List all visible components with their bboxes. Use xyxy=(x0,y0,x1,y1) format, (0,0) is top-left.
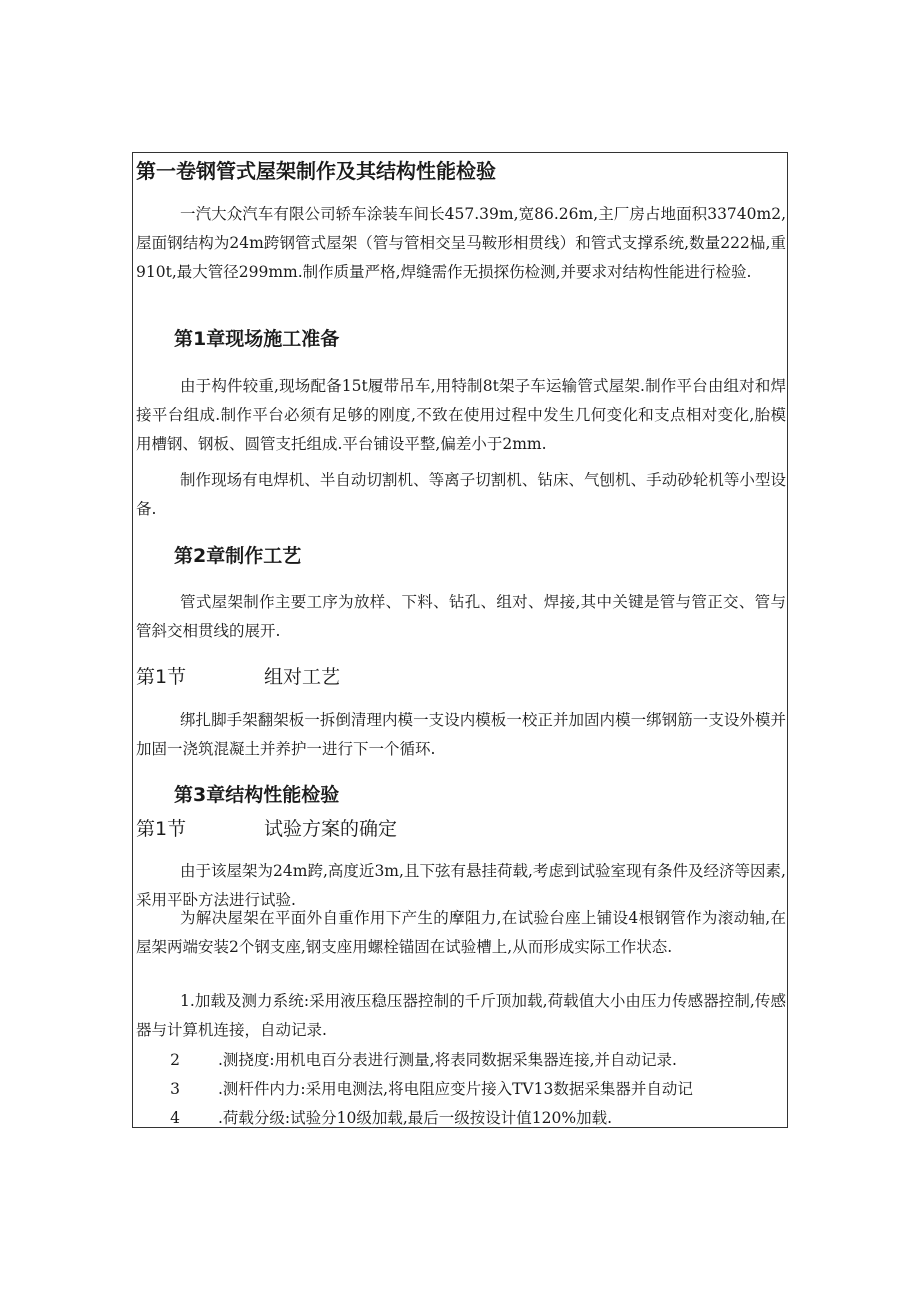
chapter-2-paragraph-1: 管式屋架制作主要工序为放样、下料、钻孔、组对、焊接,其中关键是管与管正交、管与管斜交相贯线的展开. xyxy=(136,593,786,640)
list-item-number: 2 xyxy=(170,1051,180,1069)
chapter-3-section-1-heading xyxy=(136,814,397,841)
list-item-1: 1.加载及测力系统:采用液压稳压器控制的千斤顶加载,荷载值大小由压力传感器控制,传感器与计算机连接，自动记录. xyxy=(136,992,786,1039)
chapter-2-paragraph-2: 绑扎脚手架翻架板一拆倒清理内模一支设内模板一校正并加固内模一绑钢筋一支设外模并加固一浇筑混凝土并养护一进行下一个循环. xyxy=(136,711,786,758)
chapter-3-paragraph-2: 为解决屋架在平面外自重作用下产生的摩阻力,在试验台座上铺设4根钢管作为滚动轴,在屋架两端安装2个钢支座,钢支座用螺栓锚固在试验槽上,从而形成实际工作状态. xyxy=(136,909,786,956)
list-item-text: .荷载分级:试验分10级加载,最后一级按设计值120%加载. xyxy=(218,1109,613,1127)
section-title: 试验方案的确定 xyxy=(264,818,398,840)
chapter-2-section-1-heading xyxy=(136,662,340,689)
list-item-number: 3 xyxy=(170,1080,180,1098)
chapter-1-paragraph-2: 制作现场有电焊机、半自动切割机、等离子切割机、钻床、气刨机、手动砂轮机等小型设备. xyxy=(136,471,786,518)
list-item-3 xyxy=(136,1075,786,1104)
chapter-1-heading: 第1章现场施工准备 xyxy=(174,328,340,350)
list-item-text: .测挠度:用机电百分表进行测量,将表同数据采集器连接,并自动记录. xyxy=(218,1051,677,1069)
section-number: 第1节 xyxy=(136,818,187,840)
list-item-text: .测杆件内力:采用电测法,将电阻应变片接入TV13数据采集器并自动记 xyxy=(218,1080,693,1098)
document-title: 第一卷钢管式屋架制作及其结构性能检验 xyxy=(136,159,496,183)
chapter-2-heading: 第2章制作工艺 xyxy=(174,545,302,567)
chapter-3-paragraph-1: 由于该屋架为24m跨,高度近3m,且下弦有悬挂荷载,考虑到试验室现有条件及经济等因素,采用平卧方法进行试验. xyxy=(136,862,786,909)
intro-paragraph: 一汽大众汽车有限公司轿车涂装车间长457.39m,宽86.26m,主厂房占地面积33740m2,屋面钢结构为24m跨钢管式屋架（管与管相交呈马鞍形相贯线）和管式支撑系统,数量222榀,重910t,最大管径299mm.制作质量严格,焊缝需作无损探伤检测,并要求对结构性能进行检验. xyxy=(136,205,786,281)
list-item-4 xyxy=(136,1104,786,1133)
list-item-2 xyxy=(136,1046,786,1075)
section-number: 第1节 xyxy=(136,666,187,688)
chapter-3-heading: 第3章结构性能检验 xyxy=(174,784,340,806)
section-title: 组对工艺 xyxy=(264,666,341,688)
chapter-1-paragraph-1: 由于构件较重,现场配备15t履带吊车,用特制8t架子车运输管式屋架.制作平台由组对和焊接平台组成.制作平台必须有足够的刚度,不致在使用过程中发生几何变化和支点相对变化,胎模用槽钢、钢板、圆管支托组成.平台铺设平整,偏差小于2mm. xyxy=(136,377,786,453)
list-item-number: 4 xyxy=(170,1109,180,1127)
